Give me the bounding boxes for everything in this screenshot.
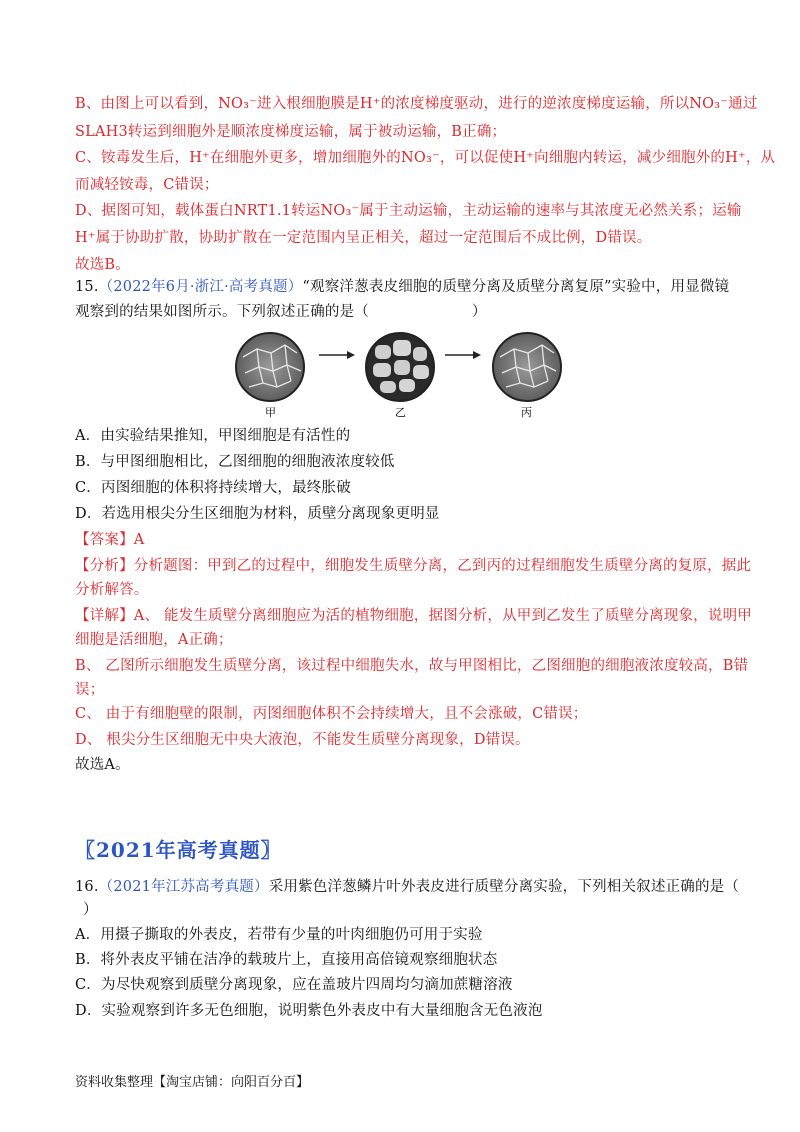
q15-option-c: C．丙图细胞的体积将持续增大，最终胀破: [75, 480, 351, 496]
q15-stem-line1: [75, 277, 729, 297]
q16-source: （2021年江苏高考真题）: [98, 879, 269, 895]
q15-detail-line2: 细胞是活细胞，A正确；: [75, 632, 233, 648]
section-title: 〖2021年高考真题〗: [75, 838, 282, 862]
q15-detail-line6: D、 根尖分生区细胞无中央大液泡，不能发生质壁分离现象，D错误。: [75, 732, 530, 748]
q15-number: 15.: [75, 279, 99, 295]
explanation-b-line1: B、由图上可以看到，NO₃⁻进入根细胞膜是H⁺的浓度梯度驱动，进行的逆浓度梯度运输，所以NO₃⁻通过: [75, 96, 758, 112]
q16-stem-line1: [75, 877, 739, 897]
label-jia: 甲: [265, 406, 276, 419]
q16-option-d: D．实验观察到许多无色细胞，说明紫色外表皮中有大量细胞含无色液泡: [75, 1003, 543, 1019]
q15-stem-text: “观察洋葱表皮细胞的质壁分离及质壁分离复原”实验中，用显微镜: [302, 279, 730, 295]
cell-view-yi: [366, 333, 434, 401]
q16-stem-line2: ）: [83, 902, 98, 918]
q15-option-d: D．若选用根尖分生区细胞为材料，质壁分离现象更明显: [75, 506, 440, 522]
q15-option-b: B．与甲图细胞相比，乙图细胞的细胞液浓度较低: [75, 454, 395, 470]
q16-option-c: C．为尽快观察到质壁分离现象，应在盖玻片四周均匀滴加蔗糖溶液: [75, 977, 513, 993]
q15-conclusion: 故选A。: [75, 757, 130, 773]
explanation-d-line1: D、据图可知，载体蛋白NRT1.1转运NO₃⁻属于主动运输，主动运输的速率与其浓度无必然关系；运输: [75, 203, 742, 219]
q15-stem-line2: 观察到的结果如图所示。下列叙述正确的是（ ）: [75, 304, 487, 320]
q15-detail-line4: 误；: [75, 682, 105, 698]
explanation-b-line2: SLAH3转运到细胞外是顺浓度梯度运输，属于被动运输，B正确；: [75, 124, 507, 140]
q16-option-a: A．用摄子撕取的外表皮，若带有少量的叶肉细胞仍可用于实验: [75, 927, 483, 943]
q15-source: （2022年6月·浙江·高考真题）: [98, 279, 303, 295]
explanation-d-line2: H⁺属于协助扩散，协助扩散在一定范围内呈正相关，超过一定范围后不成比例，D错误。: [75, 230, 652, 246]
q15-detail-line1: 【详解】A、 能发生质壁分离细胞应为活的植物细胞，据图分析，从甲到乙发生了质壁分离现象，说明甲: [75, 608, 752, 624]
q15-detail-line5: C、 由于有细胞壁的限制，丙图细胞体积不会持续增大，且不会涨破，C错误；: [75, 706, 588, 722]
q15-answer: 【答案】A: [75, 532, 145, 548]
q15-analysis-line2: 分析解答。: [75, 582, 149, 598]
cell-view-bing: [493, 333, 561, 401]
explanation-conclusion: 故选B。: [75, 257, 130, 273]
explanation-c-line1: C、铵毒发生后，H⁺在细胞外更多，增加细胞外的NO₃⁻，可以促使H⁺向细胞内转运，减少细胞外的H⁺，从: [75, 150, 776, 166]
q16-option-b: B．将外表皮平铺在洁净的载玻片上，直接用高倍镜观察细胞状态: [75, 952, 498, 968]
q15-analysis-line1: 【分析】分析题图：甲到乙的过程中，细胞发生质壁分离，乙到丙的过程细胞发生质壁分离的复原，据此: [75, 558, 752, 574]
arrow-1-icon: [319, 351, 355, 359]
q16-number: 16.: [75, 879, 99, 895]
q15-figure: [235, 327, 565, 419]
arrow-2-icon: [445, 351, 481, 359]
label-bing: 丙: [521, 406, 532, 419]
page-footer: 资料收集整理【淘宝店铺：向阳百分百】: [75, 1075, 310, 1090]
q16-stem-text: 采用紫色洋葱鳞片叶外表皮进行质壁分离实验，下列相关叙述正确的是（: [268, 879, 740, 895]
explanation-c-line2: 而减轻铵毒，C错误；: [75, 177, 219, 193]
q15-option-a: A．由实验结果推知，甲图细胞是有活性的: [75, 428, 351, 444]
cell-view-jia: [236, 333, 304, 401]
q15-detail-line3: B、 乙图所示细胞发生质壁分离，该过程中细胞失水，故与甲图相比，乙图细胞的细胞液浓度较高，B错: [75, 658, 749, 674]
label-yi: 乙: [395, 406, 406, 419]
